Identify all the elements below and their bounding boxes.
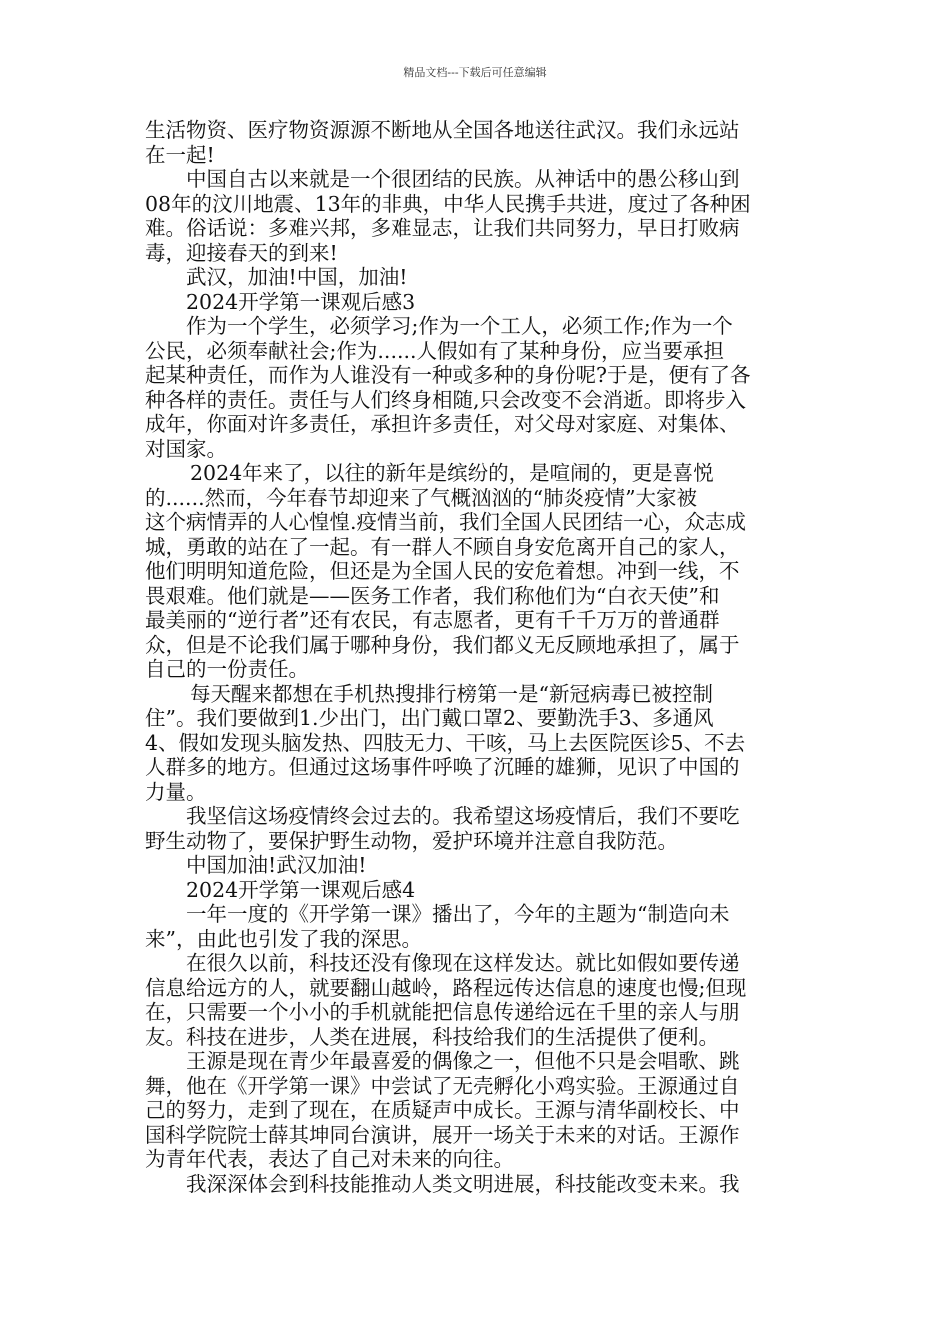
text-line: 这个病情弄的人心惶惶.疫情当前，我们全国人民团结一心，众志成 (145, 510, 747, 534)
text-line: 毒，迎接春天的到来! (145, 240, 338, 265)
document-body (145, 118, 810, 1196)
text-line: 对国家。 (145, 436, 227, 461)
text-line: 难。俗话说：多难兴邦，多难显志，让我们共同努力，早日打败病 (145, 216, 740, 240)
text-line: 我坚信这场疫情终会过去的。我希望这场疫情后，我们不要吃 (186, 804, 740, 828)
text-line: 人群多的地方。但通过这场事件呼唤了沉睡的雄狮，见识了中国的 (145, 755, 740, 779)
text-line: 力量。 (145, 779, 207, 804)
text-line: 王源是现在青少年最喜爱的偶像之一，但他不只是会唱歌、跳 (186, 1049, 740, 1073)
text-line: 住”。我们要做到1.少出门，出门戴口罩2、要勤洗手3、多通风 (145, 706, 714, 730)
text-line: 友。科技在进步，人类在进展，科技给我们的生活提供了便利。 (145, 1024, 719, 1049)
text-line: 每天醒来都想在手机热搜排行榜第一是“新冠病毒已被控制 (190, 681, 713, 706)
text-line: 成年，你面对许多责任，承担许多责任，对父母对家庭、对集体、 (145, 412, 740, 436)
text-line: 一年一度的《开学第一课》播出了，今年的主题为“制造向未 (186, 902, 730, 926)
text-line: 2024年来了，以往的新年是缤纷的，是喧闹的，更是喜悦 (190, 461, 714, 485)
page-header: 精品文档---下载后可任意编辑 (403, 66, 547, 79)
text-line: 在很久以前，科技还没有像现在这样发达。就比如假如要传递 (186, 951, 740, 975)
text-line: 在一起! (145, 142, 215, 167)
text-line: 在，只需要一个小小的手机就能把信息传递给远在千里的亲人与朋 (145, 1000, 740, 1024)
text-line: 种各样的责任。责任与人们终身相随,只会改变不会消逝。即将步入 (145, 387, 747, 412)
text-line: 08年的汶川地震、13年的非典，中华人民携手共进，度过了各种困 (145, 191, 751, 216)
text-line: 国科学院院士薛其坤同台演讲，展开一场关于未来的对话。王源作 (145, 1122, 740, 1147)
text-line: 信息给远方的人，就要翻山越岭，路程远传达信息的速度也慢;但现 (145, 975, 747, 1000)
text-line: 畏艰难。他们就是——医务工作者，我们称他们为“白衣天使”和 (145, 583, 720, 608)
text-line: 中国加油!武汉加油! (186, 853, 367, 877)
text-line: 他们明明知道危险，但还是为全国人民的安危着想。冲到一线，不 (145, 559, 740, 583)
text-line: 起某种责任，而作为人谁没有一种或多种的身份呢?于是，便有了各 (145, 363, 751, 387)
text-line: 众，但是不论我们属于哪种身份，我们都义无反顾地承担了，属于 (145, 632, 740, 657)
text-line: 生活物资、医疗物资源源不断地从全国各地送往武汉。我们永远站 (145, 118, 740, 142)
text-line: 我深深体会到科技能推动人类文明进展，科技能改变未来。我 (186, 1171, 740, 1196)
text-line: 4、假如发现头脑发热、四肢无力、干咳，马上去医院医诊5、不去 (145, 730, 746, 755)
text-line: 中国自古以来就是一个很团结的民族。从神话中的愚公移山到 (186, 167, 740, 191)
text-line: 来”，由此也引发了我的深思。 (145, 926, 422, 951)
text-line: 最美丽的“逆行者”还有农民，有志愿者，更有千千万万的普通群 (145, 608, 720, 632)
text-line: 公民，必须奉献社会;作为......人假如有了某种身份，应当要承担 (145, 338, 725, 363)
text-line: 的......然而，今年春节却迎来了气概汹汹的“肺炎疫情”大家被 (145, 485, 698, 510)
text-line: 为青年代表，表达了自己对未来的向往。 (145, 1147, 514, 1171)
text-line: 武汉，加油!中国，加油! (186, 265, 408, 289)
text-line: 舞，他在《开学第一课》中尝试了无壳孵化小鸡实验。王源通过自 (145, 1073, 740, 1098)
text-line: 野生动物了，要保护野生动物，爱护环境并注意自我防范。 (145, 828, 678, 853)
text-line: 自己的一份责任。 (145, 657, 309, 681)
text-line: 城，勇敢的站在了一起。有一群人不顾自身安危离开自己的家人， (145, 534, 740, 559)
text-line: 2024开学第一课观后感4 (186, 877, 416, 902)
text-line: 作为一个学生，必须学习;作为一个工人，必须工作;作为一个 (186, 314, 733, 338)
text-line: 2024开学第一课观后感3 (186, 289, 416, 314)
text-line: 己的努力，走到了现在，在质疑声中成长。王源与清华副校长、中 (145, 1098, 740, 1122)
